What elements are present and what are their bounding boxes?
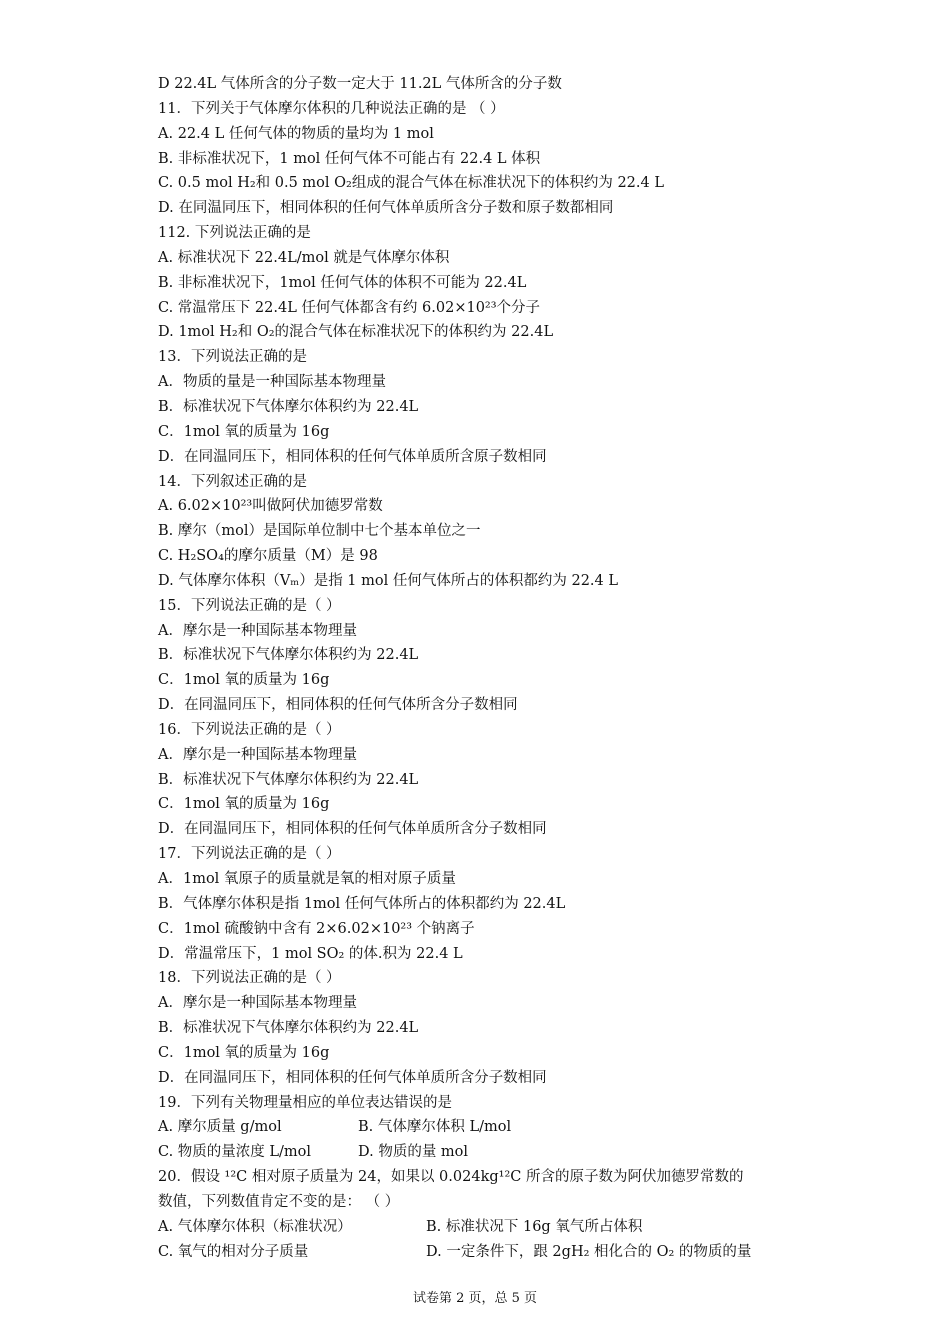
text-line: 数值，下列数值肯定不变的是： （ ） <box>158 1193 400 1210</box>
option-a: A. 气体摩尔体积（标准状况） <box>158 1218 352 1235</box>
text-line: A．摩尔是一种国际基本物理量 <box>158 995 357 1012</box>
text-line: B．标准状况下气体摩尔体积约为 22.4L <box>158 398 419 415</box>
option-b: B. 标准状况下 16g 氧气所占体积 <box>426 1218 643 1235</box>
question-13-stem: 13．下列说法正确的是 <box>158 349 307 366</box>
text-line: C．1mol 氧的质量为 16g <box>158 672 330 689</box>
q20-options-row <box>158 1215 858 1240</box>
text-line: B. 非标准状况下，1 mol 任何气体不可能占有 22.4 L 体积 <box>158 150 541 167</box>
text-line: B. 非标准状况下，1mol 任何气体的体积不可能为 22.4L <box>158 274 527 291</box>
page-footer: 试卷第 2 页，总 5 页 <box>412 1291 538 1306</box>
text-line: A．摩尔是一种国际基本物理量 <box>158 622 357 639</box>
text-line: A．物质的量是一种国际基本物理量 <box>158 374 386 391</box>
q19-options-row <box>158 1140 858 1165</box>
question-18-stem: 18．下列说法正确的是（ ） <box>158 970 341 987</box>
option-a: A. 摩尔质量 g/mol <box>158 1119 282 1136</box>
option-c: C. 氧气的相对分子质量 <box>158 1243 309 1260</box>
question-15-stem: 15．下列说法正确的是（ ） <box>158 597 341 614</box>
text-line: C．1mol 氧的质量为 16g <box>158 796 330 813</box>
text-line: B．标准状况下气体摩尔体积约为 22.4L <box>158 771 419 788</box>
text-line: C. 0.5 mol H₂和 0.5 mol O₂组成的混合气体在标准状况下的体积约为 22.4 L <box>158 175 664 192</box>
text-line: D．在同温同压下，相同体积的任何气体单质所含分子数相同 <box>158 1069 547 1086</box>
text-line: A．摩尔是一种国际基本物理量 <box>158 746 357 763</box>
question-17-stem: 17．下列说法正确的是（ ） <box>158 846 341 863</box>
text-line: B．气体摩尔体积是指 1mol 任何气体所占的体积都约为 22.4L <box>158 895 566 912</box>
text-line: B．标准状况下气体摩尔体积约为 22.4L <box>158 1020 419 1037</box>
text-line: A. 6.02×10²³叫做阿伏加德罗常数 <box>158 498 383 515</box>
option-d: D. 物质的量 mol <box>358 1144 469 1161</box>
question-14-stem: 14．下列叙述正确的是 <box>158 473 307 490</box>
text-line: C．1mol 氧的质量为 16g <box>158 1044 330 1061</box>
question-112-stem: 112. 下列说法正确的是 <box>158 225 311 242</box>
question-11-stem: 11．下列关于气体摩尔体积的几种说法正确的是 （ ） <box>158 100 505 117</box>
question-text-block <box>158 72 858 1265</box>
text-line: D．在同温同压下，相同体积的任何气体单质所含原子数相同 <box>158 448 547 465</box>
option-c: C. 物质的量浓度 L/mol <box>158 1144 312 1161</box>
question-20-stem: 20．假设 ¹²C 相对原子质量为 24，如果以 0.024kg¹²C 所含的原子数为阿伏加德罗常数的 <box>158 1169 744 1186</box>
text-line: D 22.4L 气体所含的分子数一定大于 11.2L 气体所含的分子数 <box>158 76 562 92</box>
text-line: C. 常温常压下 22.4L 任何气体都含有约 6.02×10²³个分子 <box>158 299 541 316</box>
text-line: D．在同温同压下，相同体积的任何气体单质所含分子数相同 <box>158 821 547 838</box>
text-line: C. H₂SO₄的摩尔质量（M）是 98 <box>158 548 378 565</box>
q19-options-row <box>158 1115 858 1140</box>
text-line: D．在同温同压下，相同体积的任何气体所含分子数相同 <box>158 697 518 714</box>
text-line: B. 摩尔（mol）是国际单位制中七个基本单位之一 <box>158 523 481 540</box>
q20-options-row <box>158 1240 858 1265</box>
option-d: D. 一定条件下，跟 2gH₂ 相化合的 O₂ 的物质的量 <box>426 1243 752 1260</box>
question-16-stem: 16．下列说法正确的是（ ） <box>158 721 341 738</box>
text-line: A. 22.4 L 任何气体的物质的量均为 1 mol <box>158 125 434 142</box>
text-line: D. 在同温同压下，相同体积的任何气体单质所含分子数和原子数都相同 <box>158 200 614 217</box>
question-19-stem: 19．下列有关物理量相应的单位表达错误的是 <box>158 1094 452 1111</box>
text-line: C．1mol 硫酸钠中含有 2×6.02×10²³ 个钠离子 <box>158 920 475 937</box>
text-line: D．常温常压下，1 mol SO₂ 的体.积为 22.4 L <box>158 945 463 962</box>
text-line: A．1mol 氧原子的质量就是氧的相对原子质量 <box>158 871 456 887</box>
option-b: B. 气体摩尔体积 L/mol <box>358 1119 512 1136</box>
text-line: A. 标准状况下 22.4L/mol 就是气体摩尔体积 <box>158 249 450 266</box>
text-line: D. 气体摩尔体积（Vₘ）是指 1 mol 任何气体所占的体积都约为 22.4 L <box>158 572 618 589</box>
text-line: B．标准状况下气体摩尔体积约为 22.4L <box>158 647 419 664</box>
text-line: C．1mol 氧的质量为 16g <box>158 423 330 440</box>
text-line: D. 1mol H₂和 O₂的混合气体在标准状况下的体积约为 22.4L <box>158 324 554 341</box>
